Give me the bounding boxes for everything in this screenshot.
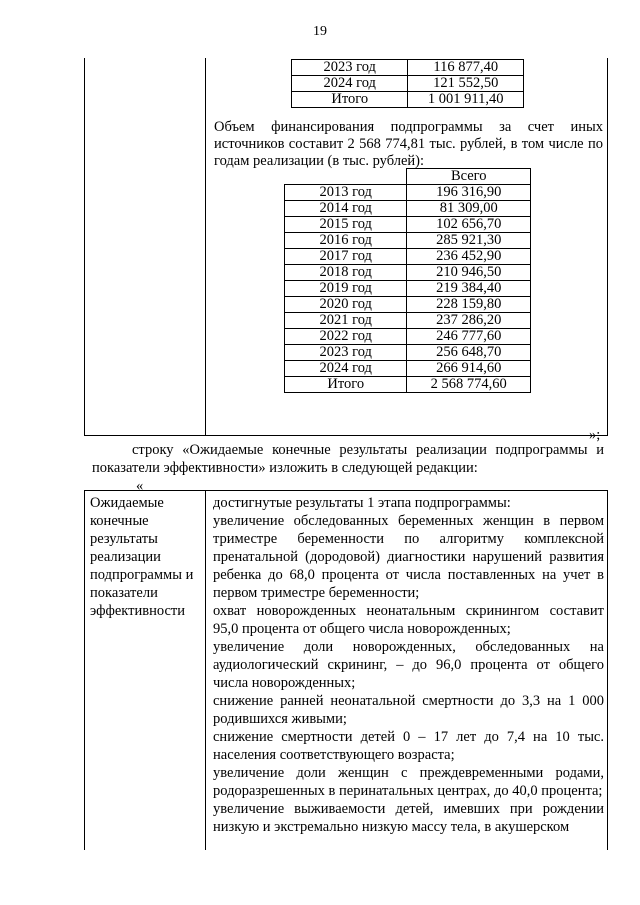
results-row-content bbox=[213, 494, 604, 836]
table-row bbox=[285, 313, 531, 329]
value-cell: 285 921,30 bbox=[407, 233, 531, 249]
year-cell: 2023 год bbox=[285, 345, 407, 361]
value-cell: 219 384,40 bbox=[407, 281, 531, 297]
table-row bbox=[285, 201, 531, 217]
table-row bbox=[292, 92, 524, 108]
table-row bbox=[285, 345, 531, 361]
table-row bbox=[285, 233, 531, 249]
list-item: охват новорожденных неонатальным скринингом составит 95,0 процента от общего числа новорожденных; bbox=[213, 603, 604, 637]
list-item: увеличение выживаемости детей, имевших при рождении низкую и экстремально низкую массу тела, в акушерском bbox=[213, 801, 604, 835]
opening-quote: « bbox=[136, 478, 144, 494]
table-row bbox=[285, 217, 531, 233]
list-item: снижение смертности детей 0 – 17 лет до 7,4 на 10 тыс. населения соответствующего возраста; bbox=[213, 729, 604, 763]
year-cell: 2020 год bbox=[285, 297, 407, 313]
results-table-divider bbox=[205, 490, 206, 850]
year-cell: 2017 год bbox=[285, 249, 407, 265]
year-cell: 2018 год bbox=[285, 265, 407, 281]
table-row bbox=[285, 361, 531, 377]
table-row bbox=[285, 329, 531, 345]
list-item: увеличение доли новорожденных, обследованных на аудиологический скрининг, – до 96,0 процента от общего числа новорожденных; bbox=[213, 639, 604, 691]
value-cell: 116 877,40 bbox=[408, 60, 524, 76]
table-row bbox=[285, 281, 531, 297]
year-cell: 2015 год bbox=[285, 217, 407, 233]
value-cell: 81 309,00 bbox=[407, 201, 531, 217]
table-row bbox=[285, 297, 531, 313]
value-cell: 196 316,90 bbox=[407, 185, 531, 201]
value-cell: 210 946,50 bbox=[407, 265, 531, 281]
other-sources-paragraph: Объем финансирования подпрограммы за счет иных источников составит 2 568 774,81 тыс. рублей, в том числе по годам реализации (в тыс. рублей): bbox=[214, 119, 603, 169]
year-cell: 2014 год bbox=[285, 201, 407, 217]
year-cell: 2024 год bbox=[292, 76, 408, 92]
list-item: увеличение обследованных беременных женщин в первом триместре беременности по алгоритму комплексной пренатальной (дородовой) диагностики нарушений развития ребенка до 68,0 процента от числа поставленных на учет в первом триместре беременности; bbox=[213, 513, 604, 601]
financing-table-budget bbox=[291, 59, 524, 108]
value-cell: 228 159,80 bbox=[407, 297, 531, 313]
continuation-table-divider bbox=[205, 58, 206, 436]
instruction-paragraph: строку «Ожидаемые конечные результаты реализации подпрограммы и показатели эффективности» изложить в следующей редакции: bbox=[92, 442, 604, 476]
table-row bbox=[292, 76, 524, 92]
year-cell: 2016 год bbox=[285, 233, 407, 249]
results-row-label: Ожидаемые конечные результаты реализации подпрограммы и показатели эффективности bbox=[90, 495, 194, 619]
value-cell: 256 648,70 bbox=[407, 345, 531, 361]
closing-quote: »; bbox=[589, 427, 601, 443]
table-row bbox=[285, 377, 531, 393]
financing-table-other-sources bbox=[284, 168, 531, 393]
year-cell: 2021 год bbox=[285, 313, 407, 329]
empty-header-cell bbox=[285, 169, 407, 185]
page-number: 19 bbox=[313, 24, 327, 39]
value-cell: 266 914,60 bbox=[407, 361, 531, 377]
value-cell: 237 286,20 bbox=[407, 313, 531, 329]
total-value-cell: 1 001 911,40 bbox=[408, 92, 524, 108]
year-cell: 2022 год bbox=[285, 329, 407, 345]
value-cell: 246 777,60 bbox=[407, 329, 531, 345]
table-row bbox=[285, 185, 531, 201]
year-cell: 2023 год bbox=[292, 60, 408, 76]
value-cell: 236 452,90 bbox=[407, 249, 531, 265]
total-value-cell: 2 568 774,60 bbox=[407, 377, 531, 393]
value-cell: 121 552,50 bbox=[408, 76, 524, 92]
table-header-row bbox=[285, 169, 531, 185]
list-item: увеличение доли женщин с преждевременными родами, родоразрешенных в перинатальных центрах, до 40,0 процента; bbox=[213, 765, 604, 799]
total-column-header: Всего bbox=[407, 169, 531, 185]
total-label-cell: Итого bbox=[292, 92, 408, 108]
year-cell: 2013 год bbox=[285, 185, 407, 201]
table-row bbox=[292, 60, 524, 76]
year-cell: 2024 год bbox=[285, 361, 407, 377]
year-cell: 2019 год bbox=[285, 281, 407, 297]
value-cell: 102 656,70 bbox=[407, 217, 531, 233]
list-item: снижение ранней неонатальной смертности до 3,3 на 1 000 родившихся живыми; bbox=[213, 693, 604, 727]
table-row bbox=[285, 249, 531, 265]
table-row bbox=[285, 265, 531, 281]
list-item: достигнутые результаты 1 этапа подпрограммы: bbox=[213, 495, 511, 511]
total-label-cell: Итого bbox=[285, 377, 407, 393]
